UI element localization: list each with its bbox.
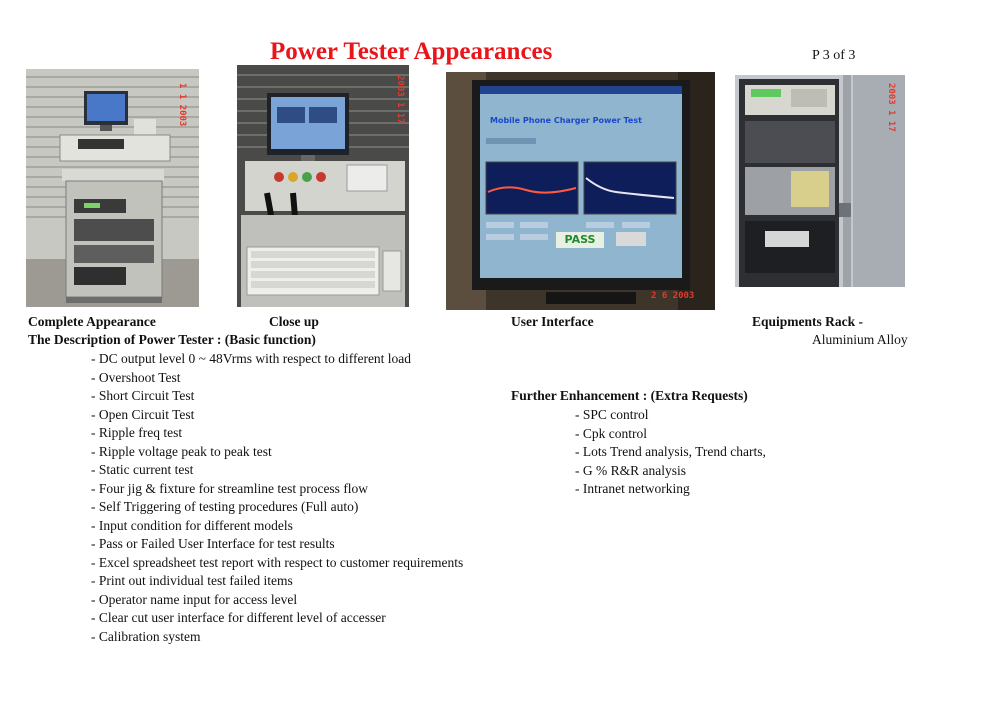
equipment-rack-photo [735, 75, 905, 287]
complete-appearance-photo [26, 69, 199, 307]
list-item: - Excel spreadsheet test report with respect to customer requirements [91, 554, 464, 570]
list-item: - Intranet networking [575, 481, 690, 496]
list-item: - Overshoot Test [91, 369, 181, 385]
list-item: - Pass or Failed User Interface for test results [91, 536, 335, 551]
page-title: Power Tester Appearances [270, 38, 553, 65]
page-number: P 3 of 3 [812, 48, 856, 63]
list-item: - Input condition for different models [91, 517, 293, 533]
date-stamp: 2003 1 17 [395, 75, 405, 124]
screen-title: Mobile Phone Charger Power Test [490, 116, 642, 125]
enhancement-heading: Further Enhancement : (Extra Requests) [511, 388, 748, 403]
date-stamp: 1 1 2003 [177, 83, 187, 127]
list-item: - Short Circuit Test [91, 388, 195, 403]
list-item: - Cpk control [575, 425, 647, 441]
list-item: - Operator name input for access level [91, 591, 298, 607]
list-item: - Ripple freq test [91, 425, 183, 440]
basic-function-list [91, 350, 463, 646]
close-up-photo [237, 65, 409, 307]
caption-close-up: Close up [269, 314, 319, 329]
date-stamp: 2003 1 17 [886, 83, 896, 132]
caption-equipment-rack-material: Aluminium Alloy [812, 332, 908, 347]
list-item: - Ripple voltage peak to peak test [91, 443, 272, 459]
list-item: - Calibration system [91, 628, 201, 644]
list-item: - Print out individual test failed items [91, 573, 293, 588]
list-item: - Self Triggering of testing procedures (Full auto) [91, 499, 359, 514]
enhancement-list [575, 406, 766, 499]
list-item: - Static current test [91, 462, 194, 477]
date-stamp: 2 6 2003 [651, 291, 695, 301]
list-item: - Clear cut user interface for different level of accesser [91, 610, 386, 625]
user-interface-photo [446, 72, 715, 310]
list-item: - DC output level 0 ~ 48Vrms with respect to different load [91, 351, 412, 366]
list-item: - Lots Trend analysis, Trend charts, [575, 444, 766, 459]
list-item: - Open Circuit Test [91, 406, 195, 422]
list-item: - G % R&R analysis [575, 462, 686, 478]
list-item: - Four jig & fixture for streamline test process flow [91, 480, 369, 496]
list-item: - SPC control [575, 407, 649, 422]
pass-indicator: PASS [556, 232, 604, 248]
caption-user-interface: User Interface [511, 314, 594, 329]
description-heading: The Description of Power Tester : (Basic function) [28, 332, 316, 347]
caption-equipment-rack: Equipments Rack - [752, 314, 864, 329]
caption-complete-appearance: Complete Appearance [28, 314, 156, 329]
